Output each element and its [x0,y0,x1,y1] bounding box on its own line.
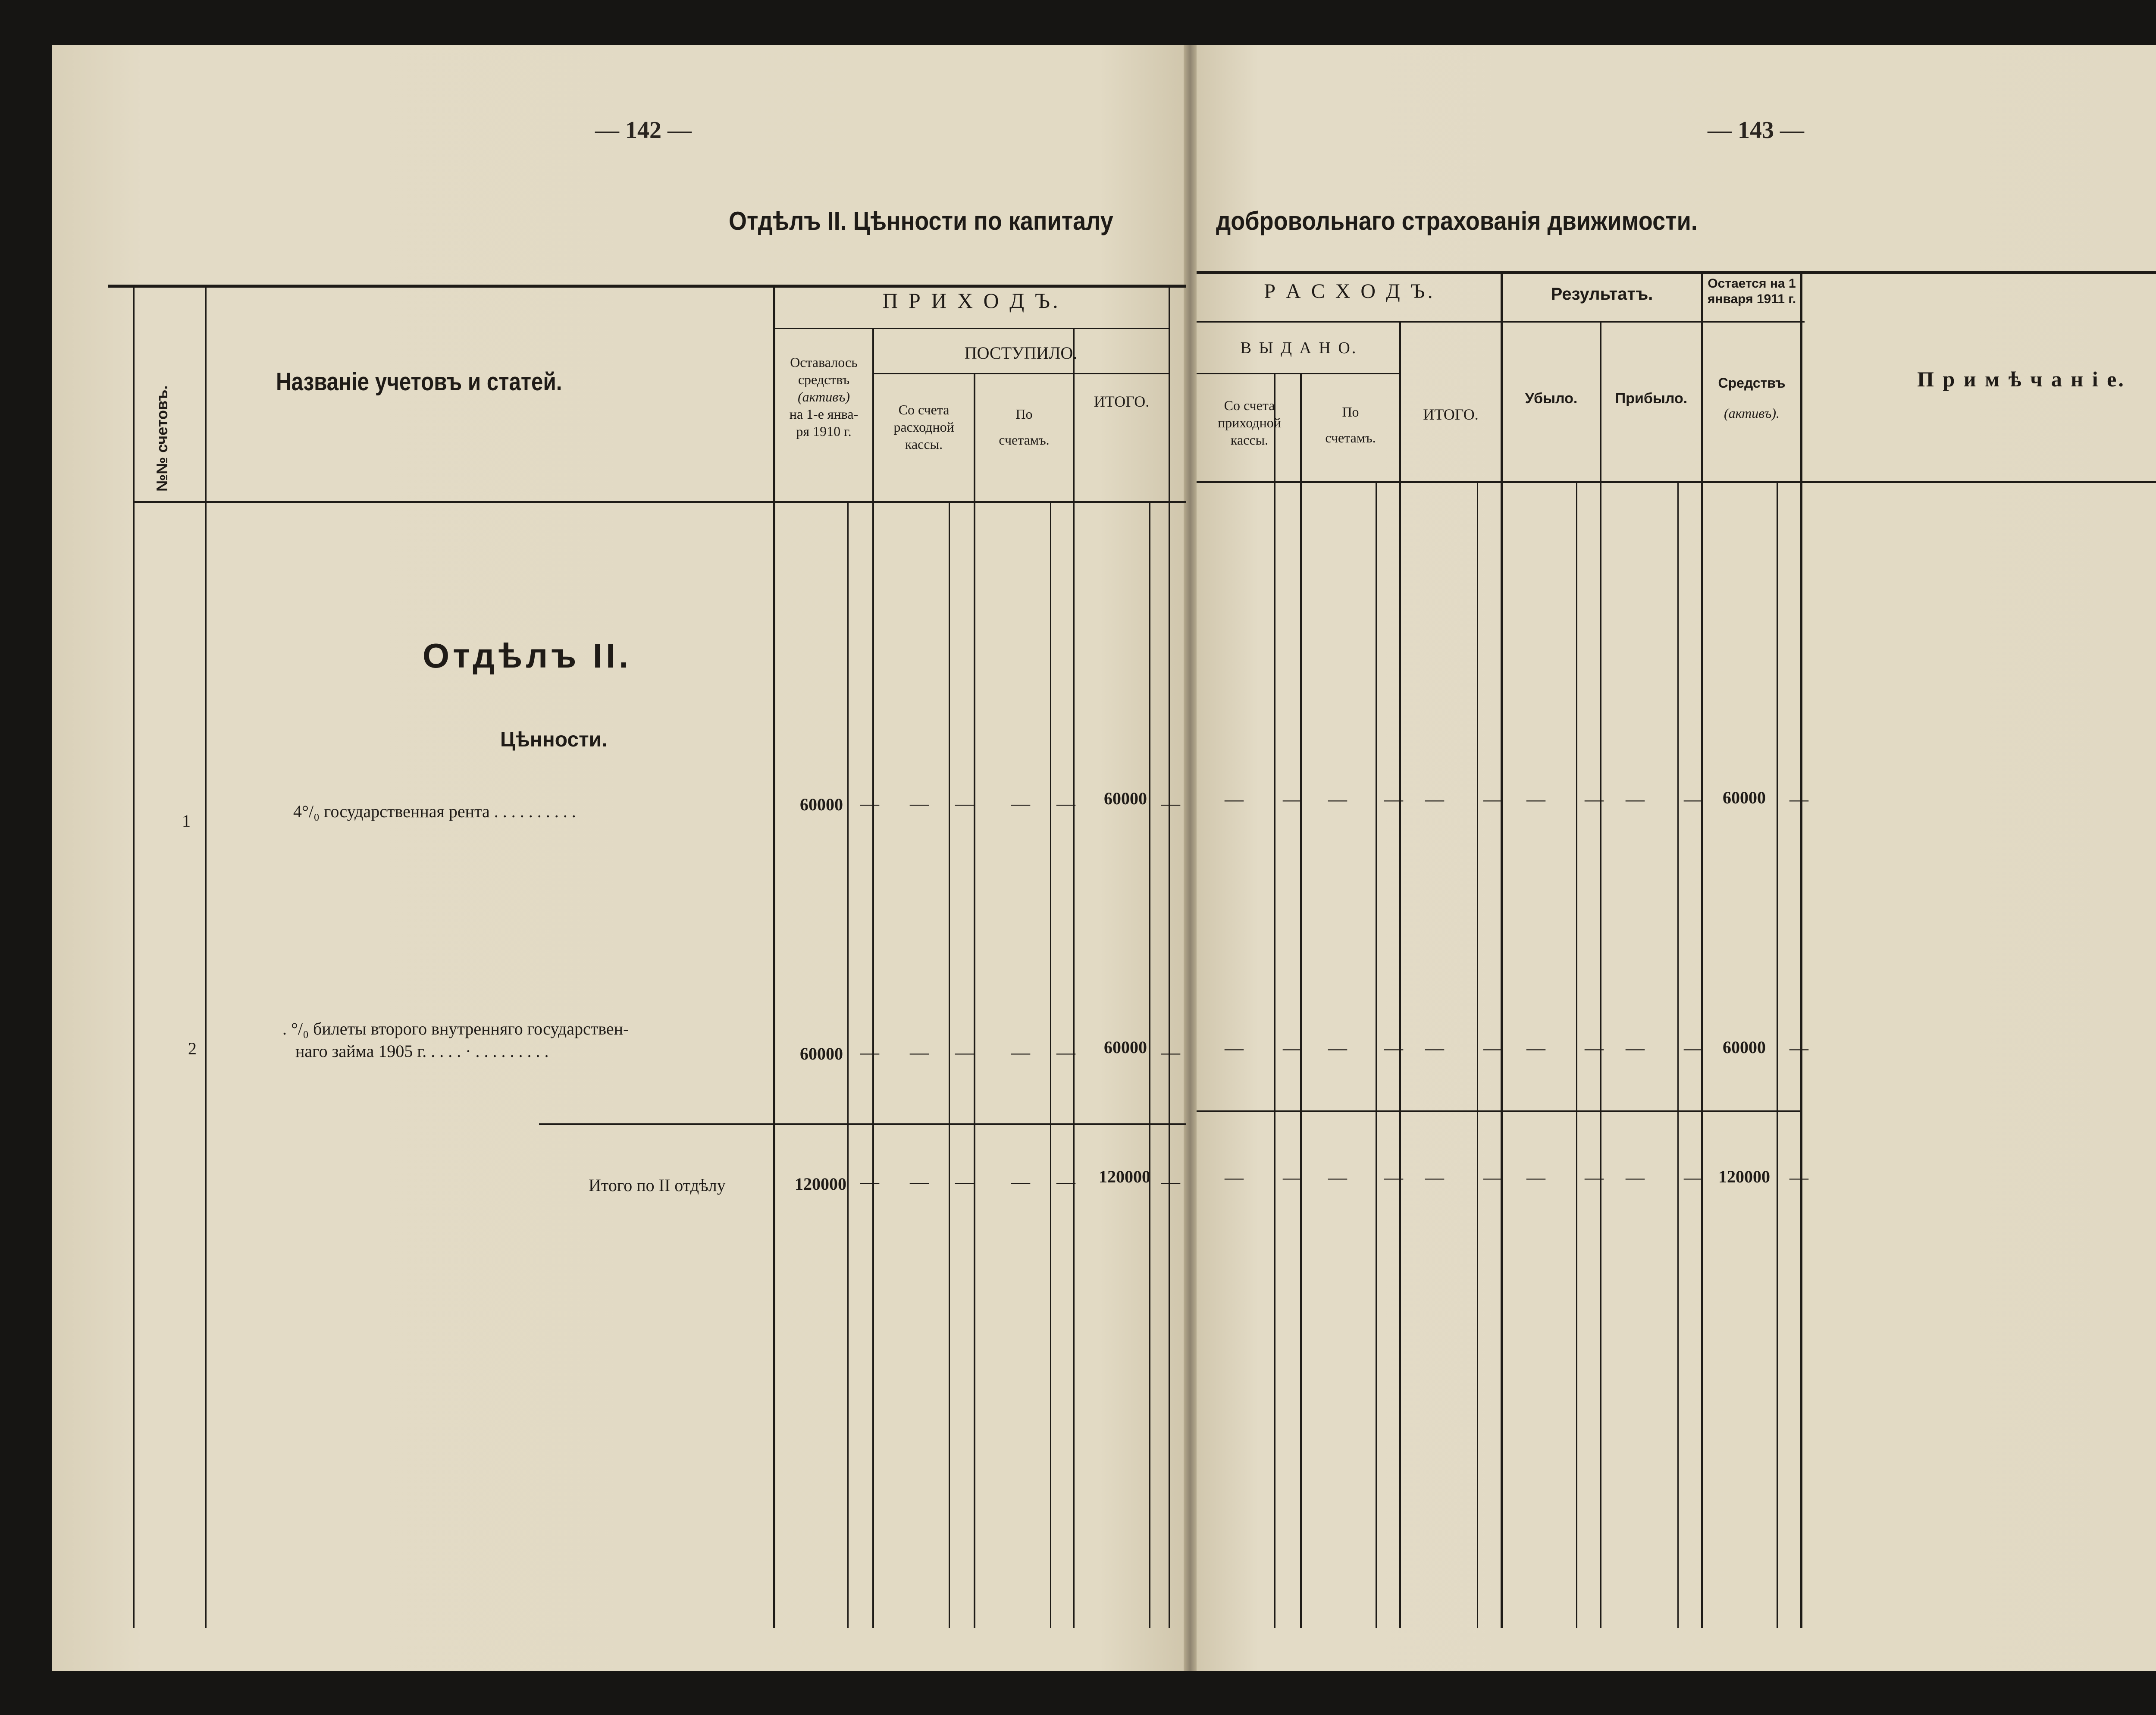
header-vydano: В Ы Д А Н О. [1240,339,1358,357]
col-rule [1073,328,1075,1628]
empty-cell-dash: — [1384,1038,1403,1059]
col-rule [1274,373,1275,1628]
empty-cell-dash: — [1328,1167,1347,1188]
empty-cell-dash: — [1684,1167,1703,1188]
empty-cell-dash: — [1425,789,1444,810]
row-1-itogo-prikhod: 60000 [1104,789,1147,808]
empty-cell-dash: — [1056,1171,1075,1192]
col-rule [1501,274,1503,1628]
row-2-name: . °/₀ билеты второго внутренняго государствен- наго займа 1905 г. . . . . · . . . . . . . . . [282,1019,629,1061]
total-rule-right [1197,1110,1800,1112]
empty-cell-dash: — [955,1042,974,1063]
total-label: Итого по II отдѣлу [589,1176,726,1195]
empty-cell-dash: — [1585,1167,1604,1188]
header-ubylo: Убыло. [1525,390,1578,407]
empty-cell-dash: — [1225,1167,1244,1188]
row-1-sredstv: 60000 [1723,788,1766,807]
row-2-ostavalos: 60000 [800,1044,843,1063]
row-2-number: 2 [188,1039,197,1058]
col-rule [1800,274,1802,1628]
total-ostavalos: 120000 [795,1174,846,1194]
empty-cell-dash: — [1225,789,1244,810]
empty-cell-dash: — [1585,789,1604,810]
col-rule [872,328,874,1628]
col-rule [773,287,775,1628]
empty-cell-dash: — [1283,1167,1302,1188]
col-rule [1050,502,1051,1628]
empty-cell-dash: — [910,1042,929,1063]
empty-cell-dash: — [1011,793,1030,814]
vydano-rule [1197,373,1399,374]
section-title-left: Отдѣлъ II. Цѣнности по капиталу [729,207,1113,235]
header-pribylo: Прибыло. [1615,390,1688,407]
prikhod-rule [774,328,1169,329]
table-top-rule-left [108,285,1186,288]
empty-cell-dash: — [1161,793,1180,814]
empty-cell-dash: — [1789,1167,1808,1188]
header-aktiv: (активъ). [1724,405,1780,421]
col-rule [1376,483,1377,1628]
empty-cell-dash: — [1626,789,1645,810]
book-spine [1184,45,1197,1671]
header-primechanie: П р и м ѣ ч а н і е. [1917,367,2125,391]
section-title-right: добровольнаго страхованія движимости. [1216,207,1698,235]
empty-cell-dash: — [1161,1042,1180,1063]
empty-cell-dash: — [1225,1038,1244,1059]
empty-cell-dash: — [955,1171,974,1192]
header-itogo-raskhod: ИТОГО. [1423,406,1479,423]
empty-cell-dash: — [1526,789,1545,810]
empty-cell-dash: — [910,793,929,814]
total-rule-left [539,1123,1186,1125]
header-rezultat: Результатъ. [1551,285,1653,304]
header-so-scheta-raskhod: Со счета приходной кассы. [1218,398,1281,448]
header-prikhod: П Р И Х О Д Ъ. [882,288,1061,313]
col-rule [1677,483,1679,1628]
row-2-sredstv: 60000 [1723,1038,1766,1057]
empty-cell-dash: — [1161,1171,1180,1192]
empty-cell-dash: — [860,1171,879,1192]
empty-cell-dash: — [1483,789,1502,810]
empty-cell-dash: — [1011,1171,1030,1192]
empty-cell-dash: — [1483,1167,1502,1188]
row-1-name: 4°/₀ государственная рента . . . . . . . . . . [293,802,576,821]
empty-cell-dash: — [1425,1167,1444,1188]
header-itogo-prikhod: ИТОГО. [1094,393,1150,410]
row-1-number: 1 [182,811,191,831]
empty-cell-dash: — [1626,1038,1645,1059]
row-2-itogo-prikhod: 60000 [1104,1038,1147,1057]
empty-cell-dash: — [1328,1038,1347,1059]
total-itogo-prikhod: 120000 [1099,1167,1150,1186]
table-top-rule-right [1197,271,2156,274]
header-bottom-rule-left [134,501,1186,503]
empty-cell-dash: — [1328,789,1347,810]
empty-cell-dash: — [1684,1038,1703,1059]
empty-cell-dash: — [1283,789,1302,810]
empty-cell-dash: — [1384,1167,1403,1188]
header-so-scheta-prikhod: Со счета расходной кассы. [893,402,954,452]
col-rule [1477,483,1478,1628]
empty-cell-dash: — [860,793,879,814]
empty-cell-dash: — [1789,1038,1808,1059]
col-rule [205,287,207,1628]
header-name-column: Названіе учетовъ и статей. [276,368,562,396]
page-number-right: — 143 — [1708,117,1804,144]
postupilo-rule [873,373,1169,374]
empty-cell-dash: — [1483,1038,1502,1059]
empty-cell-dash: — [1011,1042,1030,1063]
col-rule [1777,483,1778,1628]
col-rule [1576,483,1577,1628]
empty-cell-dash: — [860,1042,879,1063]
total-sredstv: 120000 [1718,1167,1770,1186]
col-rule [1399,321,1401,1628]
empty-cell-dash: — [1526,1038,1545,1059]
empty-cell-dash: — [1585,1038,1604,1059]
empty-cell-dash: — [910,1171,929,1192]
empty-cell-dash: — [1056,1042,1075,1063]
empty-cell-dash: — [1425,1038,1444,1059]
empty-cell-dash: — [1384,789,1403,810]
col-rule [847,502,849,1628]
header-po-schetam-raskhod: По счетамъ. [1325,404,1376,445]
row-1-ostavalos: 60000 [800,795,843,814]
col-rule [133,287,135,1628]
section-heading: Отдѣлъ II. [423,636,632,675]
empty-cell-dash: — [1684,789,1703,810]
col-rule [1149,502,1150,1628]
section-subheading: Цѣнности. [500,728,608,751]
header-bottom-rule-right [1197,481,2156,483]
header-ostavalos: Оставалось средствъ (активъ) на 1-е янва- ря 1910 г. [789,354,859,439]
empty-cell-dash: — [955,793,974,814]
header-postupilo: ПОСТУПИЛО. [964,343,1078,363]
header-account-number: №№ счетовъ. [153,385,171,492]
col-rule [974,373,975,1628]
empty-cell-dash: — [1789,789,1808,810]
col-rule [1169,287,1170,1628]
col-rule [1300,373,1302,1628]
page-number-left: — 142 — [595,117,692,144]
empty-cell-dash: — [1526,1167,1545,1188]
col-rule [1701,274,1703,1628]
header-raskhod: Р А С Х О Д Ъ. [1264,280,1435,303]
col-rule [1600,321,1601,1628]
empty-cell-dash: — [1056,793,1075,814]
header-sredstv: Средствъ [1718,375,1786,391]
col-rule [949,502,950,1628]
empty-cell-dash: — [1626,1167,1645,1188]
header-ostaetsya: Остается на 1 января 1911 г. [1707,276,1796,306]
empty-cell-dash: — [1283,1038,1302,1059]
header-po-schetam-prikhod: По счетамъ. [999,406,1050,448]
